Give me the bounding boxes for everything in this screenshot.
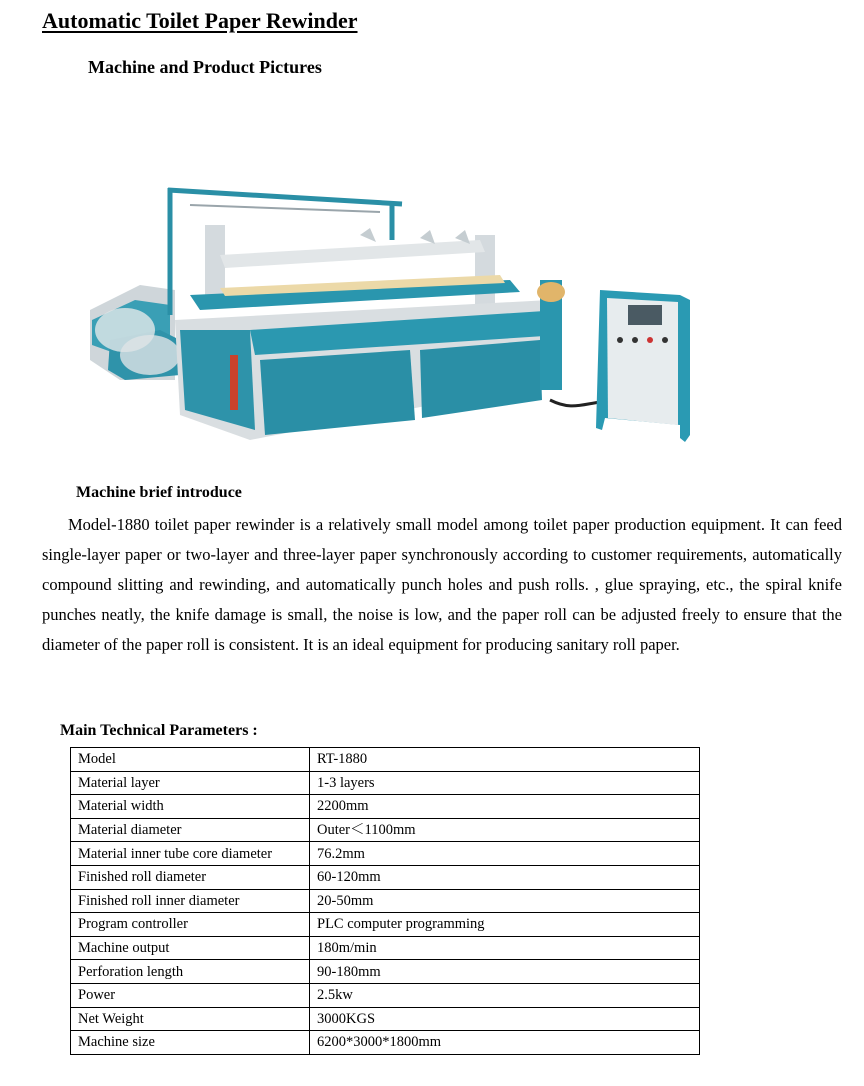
param-value: 90-180mm <box>310 960 700 984</box>
param-value: 6200*3000*1800mm <box>310 1031 700 1055</box>
param-label: Machine output <box>71 936 310 960</box>
param-label: Finished roll diameter <box>71 865 310 889</box>
table-row <box>71 842 700 866</box>
main-body <box>175 300 560 440</box>
param-value: 76.2mm <box>310 842 700 866</box>
param-label: Net Weight <box>71 1007 310 1031</box>
table-row <box>71 960 700 984</box>
intro-heading: Machine brief introduce <box>76 484 242 501</box>
table-row <box>71 865 700 889</box>
param-label: Material inner tube core diameter <box>71 842 310 866</box>
param-label: Program controller <box>71 913 310 937</box>
table-row <box>71 795 700 819</box>
table-row <box>71 748 700 772</box>
params-heading: Main Technical Parameters : <box>60 722 258 739</box>
table-row <box>71 818 700 842</box>
pictures-heading: Machine and Product Pictures <box>88 57 322 77</box>
control-cabinet <box>596 290 690 442</box>
side-pillar <box>537 280 565 390</box>
param-label: Material width <box>71 795 310 819</box>
table-row <box>71 936 700 960</box>
param-value: PLC computer programming <box>310 913 700 937</box>
param-value: 180m/min <box>310 936 700 960</box>
param-value: Outer＜1100mm <box>310 818 700 842</box>
table-row <box>71 913 700 937</box>
table-row <box>71 983 700 1007</box>
param-value: 20-50mm <box>310 889 700 913</box>
table-row <box>71 1007 700 1031</box>
param-label: Material diameter <box>71 818 310 842</box>
param-label: Perforation length <box>71 960 310 984</box>
machine-illustration <box>80 180 720 452</box>
param-value: 3000KGS <box>310 1007 700 1031</box>
table-row <box>71 889 700 913</box>
param-label: Material layer <box>71 771 310 795</box>
rewind-head <box>190 225 520 310</box>
page-title: Automatic Toilet Paper Rewinder <box>42 8 358 33</box>
param-label: Machine size <box>71 1031 310 1055</box>
table-row <box>71 1031 700 1055</box>
table-row <box>71 771 700 795</box>
param-value: RT-1880 <box>310 748 700 772</box>
param-label: Finished roll inner diameter <box>71 889 310 913</box>
param-value: 2.5kw <box>310 983 700 1007</box>
param-value: 60-120mm <box>310 865 700 889</box>
param-value: 2200mm <box>310 795 700 819</box>
params-table <box>70 747 700 1055</box>
param-label: Power <box>71 983 310 1007</box>
param-label: Model <box>71 748 310 772</box>
intro-paragraph: Model-1880 toilet paper rewinder is a relatively small model among toilet paper production equipment. It can feed single-layer paper or two-layer and three-layer paper synchronously according to customer requirements, automatically compound slitting and rewinding, and automatically punch holes and push rolls. , glue spraying, etc., the spiral knife punches neatly, the knife damage is small, the noise is low, and the paper roll can be adjusted freely to ensure that the diameter of the paper roll is consistent. It is an ideal equipment for producing sanitary roll paper. <box>42 515 842 654</box>
unwind-stand <box>90 285 180 380</box>
param-value: 1-3 layers <box>310 771 700 795</box>
